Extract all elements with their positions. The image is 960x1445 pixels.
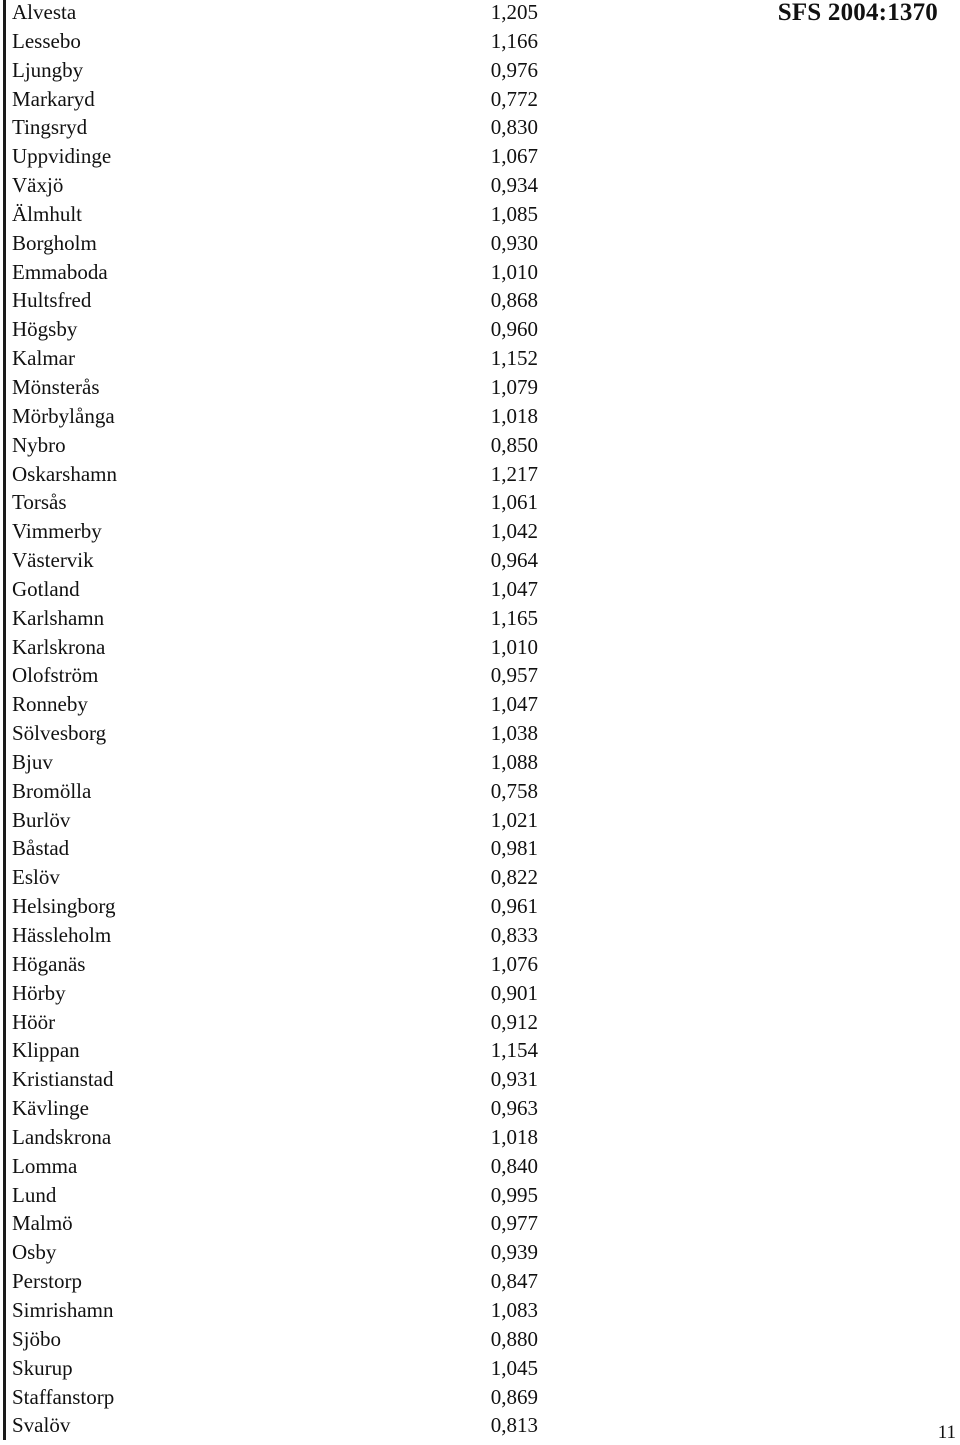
- municipality-name: Klippan: [12, 1038, 80, 1063]
- table-row: [12, 635, 538, 664]
- table-row: [12, 58, 538, 87]
- municipality-name: Torsås: [12, 490, 67, 515]
- table-row: [12, 1067, 538, 1096]
- table-row: [12, 490, 538, 519]
- municipality-name: Emmaboda: [12, 259, 108, 284]
- margin-rule: [3, 0, 6, 1440]
- table-row: [12, 87, 538, 116]
- table-row: [12, 1385, 538, 1414]
- municipality-value: 0,934: [490, 173, 538, 198]
- table-row: [12, 865, 538, 894]
- municipality-name: Osby: [12, 1240, 57, 1265]
- municipality-value: 0,772: [490, 86, 538, 111]
- municipality-value: 0,964: [490, 548, 538, 573]
- municipality-value: 1,067: [490, 144, 538, 169]
- municipality-value: 1,021: [490, 807, 538, 832]
- table-row: [12, 548, 538, 577]
- municipality-name: Uppvidinge: [12, 144, 112, 169]
- table-row: [12, 404, 538, 433]
- municipality-name: Kävlinge: [12, 1096, 89, 1121]
- municipality-name: Växjö: [12, 173, 64, 198]
- table-row: [12, 1010, 538, 1039]
- municipality-value: 1,047: [490, 692, 538, 717]
- table-row: [12, 606, 538, 635]
- table-row: [12, 981, 538, 1010]
- municipality-value: 1,166: [490, 28, 538, 53]
- municipality-name: Perstorp: [12, 1269, 82, 1294]
- table-row: [12, 1327, 538, 1356]
- municipality-value: 0,995: [490, 1182, 538, 1207]
- municipality-name: Västervik: [12, 548, 94, 573]
- municipality-name: Hässleholm: [12, 923, 112, 947]
- municipality-name: Lund: [12, 1182, 57, 1207]
- table-row: [12, 1183, 538, 1212]
- municipality-value: 1,083: [490, 1297, 538, 1322]
- municipality-value: 0,901: [490, 980, 538, 1005]
- municipality-name: Olofström: [12, 663, 99, 688]
- table-row: [12, 173, 538, 202]
- municipality-name: Markaryd: [12, 86, 95, 111]
- municipality-name: Vimmerby: [12, 519, 102, 544]
- municipality-value: 0,981: [490, 836, 538, 861]
- municipality-value: 0,931: [490, 1067, 538, 1092]
- table-row: [12, 692, 538, 721]
- table-row: [12, 1211, 538, 1240]
- table-row: [12, 260, 538, 289]
- municipality-value: 1,045: [490, 1355, 538, 1380]
- table-row: [12, 433, 538, 462]
- municipality-name: Burlöv: [12, 807, 71, 832]
- municipality-value: 0,822: [490, 865, 538, 890]
- table-row: [12, 29, 538, 58]
- municipality-value: 0,957: [490, 663, 538, 688]
- table-row: [12, 462, 538, 491]
- table-row: [12, 1096, 538, 1125]
- municipality-value: 1,038: [490, 721, 538, 746]
- table-row: [12, 1125, 538, 1154]
- municipality-value: 1,165: [490, 605, 538, 630]
- municipality-value: 0,833: [490, 923, 538, 947]
- municipality-name: Landskrona: [12, 1124, 112, 1149]
- table-row: [12, 750, 538, 779]
- municipality-name: Borgholm: [12, 230, 97, 255]
- table-row: [12, 1154, 538, 1183]
- municipality-value: 0,912: [490, 1009, 538, 1034]
- municipality-value: 1,085: [490, 201, 538, 226]
- municipality-value: 1,152: [490, 346, 538, 371]
- municipality-name: Simrishamn: [12, 1297, 114, 1322]
- municipality-value: 1,205: [490, 0, 538, 24]
- sfs-number: SFS 2004:1370: [777, 0, 938, 26]
- municipality-name: Bjuv: [12, 749, 53, 774]
- municipality-name: Ronneby: [12, 692, 88, 717]
- table-row: [12, 1298, 538, 1327]
- table-row: [12, 375, 538, 404]
- municipality-name: Helsingborg: [12, 894, 116, 919]
- municipality-value: 0,868: [490, 288, 538, 313]
- table-row: [12, 144, 538, 173]
- table-row: [12, 346, 538, 375]
- municipality-value: 0,758: [490, 778, 538, 803]
- municipality-value: 1,042: [490, 519, 538, 544]
- municipality-value: 1,217: [490, 461, 538, 486]
- table-row: [12, 0, 538, 29]
- table-row: [12, 231, 538, 260]
- municipality-name: Älmhult: [12, 201, 83, 226]
- table-row: [12, 577, 538, 606]
- municipality-value: 0,830: [490, 115, 538, 140]
- table-row: [12, 115, 538, 144]
- municipality-name: Sjöbo: [12, 1326, 62, 1351]
- municipality-name: Alvesta: [12, 0, 77, 24]
- municipality-value: 1,076: [490, 951, 538, 976]
- municipality-name: Gotland: [12, 576, 80, 601]
- municipality-name: Höganäs: [12, 951, 86, 976]
- municipality-value: 0,840: [490, 1153, 538, 1178]
- municipality-name: Eslöv: [12, 865, 60, 890]
- municipality-name: Båstad: [12, 836, 70, 861]
- municipality-name: Lessebo: [12, 28, 81, 53]
- municipality-value: 0,880: [490, 1326, 538, 1351]
- municipality-value: 1,154: [490, 1038, 538, 1063]
- municipality-name: Karlskrona: [12, 634, 106, 659]
- municipality-value: 1,088: [490, 749, 538, 774]
- municipality-name: Svalöv: [12, 1413, 71, 1438]
- municipality-value: 0,847: [490, 1269, 538, 1294]
- municipality-name: Högsby: [12, 317, 78, 342]
- municipality-value: 1,010: [490, 634, 538, 659]
- municipality-value: 0,976: [490, 57, 538, 82]
- municipality-name: Karlshamn: [12, 605, 105, 630]
- table-row: [12, 1356, 538, 1385]
- table-row: [12, 808, 538, 837]
- municipality-name: Staffanstorp: [12, 1384, 115, 1409]
- table-row: [12, 1269, 538, 1298]
- municipality-value: 1,061: [490, 490, 538, 515]
- table-row: [12, 288, 538, 317]
- municipality-name: Mönsterås: [12, 374, 100, 399]
- municipality-name: Sölvesborg: [12, 721, 107, 746]
- table-row: [12, 923, 538, 952]
- municipality-name: Bromölla: [12, 778, 92, 803]
- municipality-value: 0,850: [490, 432, 538, 457]
- municipality-name: Hörby: [12, 980, 66, 1005]
- table-row: [12, 1413, 538, 1442]
- municipality-value: 0,869: [490, 1384, 538, 1409]
- municipality-value: 0,813: [490, 1413, 538, 1438]
- municipality-value: 0,963: [490, 1096, 538, 1121]
- table-row: [12, 1038, 538, 1067]
- table-row: [12, 663, 538, 692]
- table-row: [12, 779, 538, 808]
- table-row: [12, 317, 538, 346]
- municipality-value: 1,018: [490, 403, 538, 428]
- municipality-value: 0,930: [490, 230, 538, 255]
- municipality-value: 0,939: [490, 1240, 538, 1265]
- table-row: [12, 836, 538, 865]
- table-row: [12, 721, 538, 750]
- municipality-name: Kalmar: [12, 346, 75, 371]
- municipality-table: [12, 0, 538, 1442]
- table-row: [12, 1240, 538, 1269]
- table-row: [12, 894, 538, 923]
- municipality-name: Skurup: [12, 1355, 73, 1380]
- municipality-value: 1,010: [490, 259, 538, 284]
- municipality-value: 1,047: [490, 576, 538, 601]
- municipality-name: Malmö: [12, 1211, 73, 1236]
- municipality-value: 0,977: [490, 1211, 538, 1236]
- table-row: [12, 952, 538, 981]
- page-number: 11: [937, 1422, 956, 1443]
- municipality-name: Mörbylånga: [12, 403, 115, 428]
- table-row: [12, 202, 538, 231]
- municipality-name: Hultsfred: [12, 288, 92, 313]
- municipality-value: 1,079: [490, 374, 538, 399]
- municipality-name: Oskarshamn: [12, 461, 117, 486]
- municipality-value: 0,961: [490, 894, 538, 919]
- municipality-name: Lomma: [12, 1153, 78, 1178]
- municipality-name: Kristianstad: [12, 1067, 114, 1092]
- table-row: [12, 519, 538, 548]
- municipality-value: 0,960: [490, 317, 538, 342]
- municipality-name: Tingsryd: [12, 115, 88, 140]
- municipality-value: 1,018: [490, 1124, 538, 1149]
- municipality-name: Nybro: [12, 432, 66, 457]
- municipality-name: Ljungby: [12, 57, 84, 82]
- municipality-name: Höör: [12, 1009, 56, 1034]
